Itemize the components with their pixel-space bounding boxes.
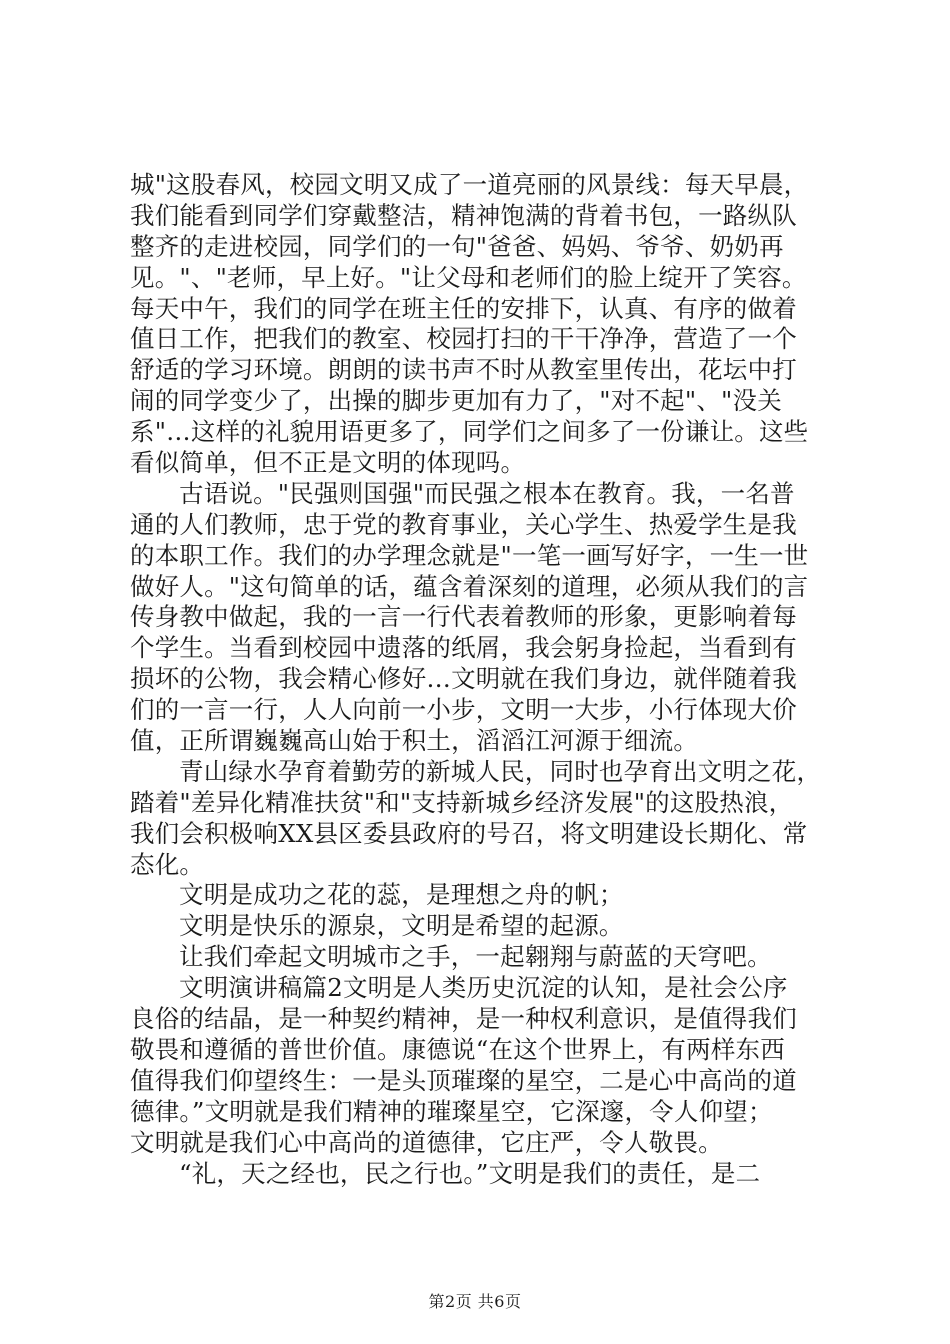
text-line: 损坏的公物，我会精心修好…文明就在我们身边，就伴随着我 [130,664,797,694]
text-line: 闹的同学变少了，出操的脚步更加有力了，"对不起"、"没关 [130,386,782,416]
paragraph-start-line: 文明是快乐的源泉，文明是希望的起源。 [179,911,624,941]
text-line: 整齐的走进校园，同学们的一句"爸爸、妈妈、爷爷、奶奶再 [130,231,784,261]
text-line: 德律。”文明就是我们精神的璀璨星空，它深邃，令人仰望； [130,1096,773,1126]
body-text [130,170,830,1189]
text-line: 传身教中做起，我的一言一行代表着教师的形象，更影响着每 [130,602,797,632]
paragraph-start-line: 让我们牵起文明城市之手，一起翱翔与蔚蓝的天穹吧。 [179,942,772,972]
text-line: 文明就是我们心中高尚的道德律，它庄严，令人敬畏。 [130,1127,723,1157]
text-line: 看似简单，但不正是文明的体现吗。 [130,448,526,478]
text-line: 每天中午，我们的同学在班主任的安排下，认真、有序的做着 [130,293,797,323]
text-line: 敬畏和遵循的普世价值。康德说“在这个世界上，有两样东西 [130,1034,785,1064]
page-number-footer: 第2页 共6页 [428,1292,522,1311]
text-line: 做好人。"这句简单的话，蕴含着深刻的道理，必须从我们的言 [130,571,809,601]
paragraph-start-line: 文明演讲稿篇2文明是人类历史沉淀的认知，是社会公序 [179,973,788,1003]
text-line: 个学生。当看到校园中遗落的纸屑，我会躬身捡起，当看到有 [130,633,797,663]
paragraph-start-line: 青山绿水孕育着勤劳的新城人民，同时也孕育出文明之花， [179,756,822,786]
text-line: 态化。 [130,849,205,879]
text-line: 舒适的学习环境。朗朗的读书声不时从教室里传出，花坛中打 [130,355,797,385]
text-line: 通的人们教师，忠于党的教育事业，关心学生、热爱学生是我 [130,509,797,539]
text-line: 们的一言一行，人人向前一小步，文明一大步，小行体现大价 [130,695,797,725]
text-line: 值，正所谓巍巍高山始于积土，滔滔江河源于细流。 [130,726,699,756]
paragraph-start-line: 文明是成功之花的蕊，是理想之舟的帆； [179,880,624,910]
text-line: 见。"、"老师，早上好。"让父母和老师们的脸上绽开了笑容。 [130,262,807,292]
text-line: 值得我们仰望终生：一是头顶璀璨的星空，二是心中高尚的道 [130,1065,797,1095]
paragraph-start-line: “礼，天之经也，民之行也。”文明是我们的责任，是二 [179,1158,761,1188]
text-line: 良俗的结晶，是一种契约精神，是一种权利意识，是值得我们 [130,1004,797,1034]
text-line: 踏着"差异化精准扶贫"和"支持新城乡经济发展"的这股热浪， [130,787,794,817]
text-line: 的本职工作。我们的办学理念就是"一笔一画写好字，一生一世 [130,540,809,570]
text-line: 城"这股春风，校园文明又成了一道亮丽的风景线：每天早晨， [130,170,809,199]
text-line: 值日工作，把我们的教室、校园打扫的干干净净，营造了一个 [130,324,797,354]
text-line: 我们能看到同学们穿戴整洁，精神饱满的背着书包，一路纵队 [130,200,797,230]
text-line: 我们会积极响XX县区委县政府的号召，将文明建设长期化、常 [130,818,808,848]
paragraph-start-line: 古语说。"民强则国强"而民强之根本在教育。我，一名普 [179,478,795,508]
text-line: 系"…这样的礼貌用语更多了，同学们之间多了一份谦让。这些 [130,417,809,447]
